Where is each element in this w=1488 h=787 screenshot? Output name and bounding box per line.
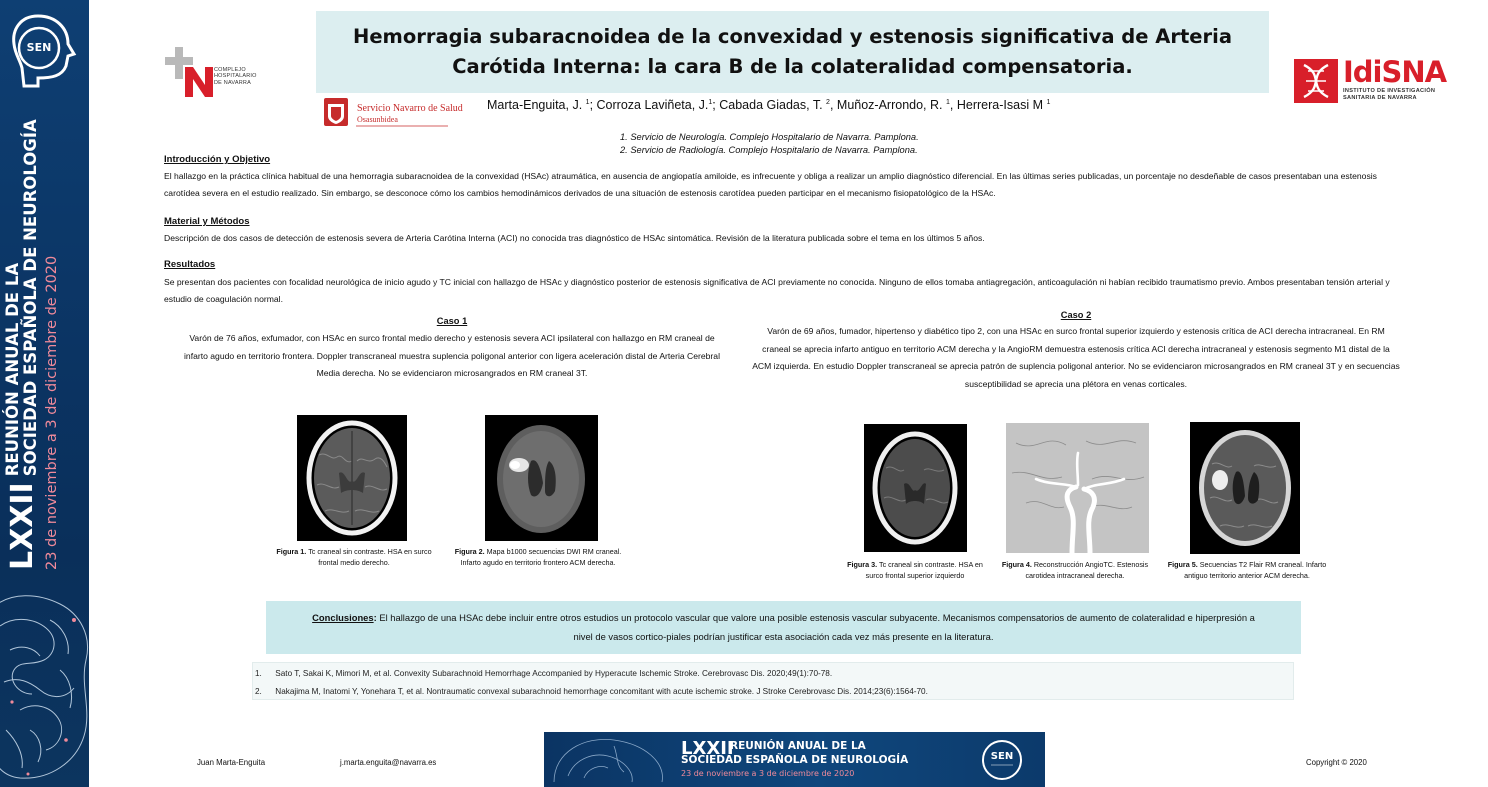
figure-3-caption xyxy=(838,560,992,581)
figure-3-text: Tc craneal sin contraste. HSA en surco frontal superior izquierdo xyxy=(865,560,983,580)
idisna-name: IdiSNA xyxy=(1343,55,1447,89)
footer-banner-title1: REUNIÓN ANUAL DE LA xyxy=(730,740,866,752)
case2-title: Caso 2 xyxy=(1060,310,1092,320)
conclusions-box: Conclusiones: El hallazgo de una HSAc debe incluir entre otros estudios un protocolo vascular que valore una posible estenosis vascular subyacente. Mecanismos compensatorios de aumento de colateralidad e hiperpresión a nivel de vasos cortico-piales podrían justificar esta asociación cada vez más presente en la literatura. xyxy=(266,601,1301,654)
author-name: Marta-Enguita, J. xyxy=(487,98,583,112)
figure-2-label: Figura 2. xyxy=(454,547,485,556)
title-box xyxy=(316,11,1269,93)
sns-logo-line1: Servicio Navarro de Salud xyxy=(357,103,463,114)
flair-scan-icon xyxy=(1190,422,1300,554)
footer-email: j.marta.enguita@navarra.es xyxy=(340,758,437,767)
reference-text: Nakajima M, Inatomi Y, Yonehara T, et al. Nontraumatic convexal subarachnoid hemorrhage concomitant with acute ischemic stroke. J Stroke Cerebrovasc Dis. 2014;23(6):1564-70. xyxy=(275,687,928,696)
results-heading: Resultados xyxy=(164,259,216,270)
intro-text: El hallazgo en la práctica clínica habitual de una hemorragia subaracnoidea de la convexidad (HSAc) atraumática, en ausencia de angiopatía amiloide, es infrecuente y obliga a realizar un amplio diagnóstico diferencial. En las últimas series publicadas, un porcentaje no desdeñable de casos presentaban una estenosis carotídea severa en el estudio realizado. Sin embargo, se desconoce cómo los cambios hemodinámicos derivados de una situación de estenosis carotídea pueden participar en el mecanismo fisiopatológico de la HSAc. xyxy=(164,171,1377,198)
footer-copyright: Copyright © 2020 xyxy=(1306,758,1367,767)
poster-title: Hemorragia subaracnoidea de la convexidad y estenosis significativa de Arteria Carótida Interna: la cara B de la colateralidad compensatoria. xyxy=(353,25,1232,78)
figure-1-text: Tc craneal sin contraste. HSA en surco frontal medio derecho. xyxy=(308,547,432,567)
intro-heading: Introducción y Objetivo xyxy=(164,154,271,165)
left-banner xyxy=(0,0,89,787)
figure-5-caption xyxy=(1162,560,1332,581)
author-affil: 2 xyxy=(826,98,830,106)
case2-text: Varón de 69 años, fumador, hipertenso y diabético tipo 2, con una HSAc en surco frontal superior izquierdo y estenosis crítica de ACI derecha intracraneal. En RM craneal se aprecia infarto antiguo en territorio ACM derecha y la AngioRM demuestra estenosis crítica ACI derecha intracraneal y estenosis segmento M1 distal de la ACM izquierda. En estudio Doppler transcraneal se aprecia patrón de suplencia poligonal anterior. No se evidenciaron microsangrados en RM craneal 3T y en secuencias susceptibilidad se aprecia una plétora en venas corticales. xyxy=(752,326,1400,389)
figure-3-image xyxy=(864,424,967,552)
methods-heading: Material y Métodos xyxy=(164,216,250,227)
figure-1-label: Figura 1. xyxy=(276,547,307,556)
sns-logo-line2: Osasunbidea xyxy=(357,115,398,124)
author-name: Muñoz-Arrondo, R. xyxy=(836,98,943,112)
author-affil: 1 xyxy=(585,98,590,106)
figure-3-label: Figura 3. xyxy=(847,560,878,569)
ct-scan-icon xyxy=(864,424,967,552)
results-text: Se presentan dos pacientes con focalidad neurológica de inicio agudo y TC inicial con hallazgo de HSAc y diagnóstico posterior de estenosis significativa de ACI previamente no conocida. Ninguno de ellos tomaba antiagregación, anticoagulación ni habían recibido traumatismo previo. Ambos presentaban tensión arterial y estudio de coagulación normal. xyxy=(164,277,1390,304)
affiliations xyxy=(620,131,919,157)
figure-4-image xyxy=(1006,423,1149,553)
reference-item xyxy=(255,669,832,678)
idisna-subtitle: INSTITUTO DE INVESTIGACIÓN SANITARIA DE NAVARRA xyxy=(1343,88,1436,101)
figure-2-image xyxy=(485,415,598,541)
figure-4-label: Figura 4. xyxy=(1001,560,1032,569)
reference-item xyxy=(255,687,928,696)
figure-4-caption xyxy=(994,560,1156,581)
figure-1-caption xyxy=(268,547,440,568)
figure-5-image xyxy=(1190,422,1300,554)
affiliation-2: 2. Servicio de Radiología. Complejo Hospitalario de Navarra. Pamplona. xyxy=(620,145,918,155)
dwi-scan-icon xyxy=(485,415,598,541)
author-name: Corroza Laviñeta, J. xyxy=(596,98,709,112)
figure-4-text: Reconstrucción AngioTC. Estenosis carotidea intracraneal derecha. xyxy=(1025,560,1149,580)
banner-edition: LXXII xyxy=(4,482,40,570)
banner-vertical-title xyxy=(3,119,60,570)
sen-logo-icon xyxy=(8,8,80,104)
sen-logo-icon xyxy=(979,737,1025,783)
angio-reconstruction-icon xyxy=(1006,423,1149,553)
references-box xyxy=(252,662,1294,700)
footer-banner xyxy=(544,732,1045,787)
banner-title-line2: SOCIEDAD ESPAÑOLA DE NEUROLOGÍA xyxy=(21,119,40,477)
brain-illustration-icon xyxy=(0,590,89,787)
footer-author-name: Juan Marta-Enguita xyxy=(197,758,266,767)
sen-logo-text: SEN xyxy=(26,41,52,54)
figure-2-caption xyxy=(448,547,628,568)
reference-number: 2. xyxy=(255,687,262,696)
figure-5-text: Secuencias T2 Flair RM craneal. Infarto antiguo territorio anterior ACM derecha. xyxy=(1184,560,1327,580)
author-affil: 1 xyxy=(1046,98,1051,106)
author-affil: 1 xyxy=(946,98,950,106)
conclusions-text: El hallazgo de una HSAc debe incluir entre otros estudios un protocolo vascular que valore una posible estenosis vascular subyacente. Mecanismos compensatorios de aumento de colateralidad e hiperpresión a nivel de vasos cortico-piales podrían justificar esta asociación cada vez más presente en la literatura. xyxy=(379,612,1255,642)
figure-5-label: Figura 5. xyxy=(1167,560,1198,569)
footer-sen-logo-text: SEN xyxy=(990,751,1014,762)
ct-scan-icon xyxy=(297,415,407,541)
methods-text: Descripción de dos casos de detección de estenosis severa de Arteria Carótina Interna (ACI) no conocida tras diagnóstico de HSAc sintomática. Revisión de la literatura publicada sobre el tema en los últimos 5 años. xyxy=(164,233,985,243)
case1-text: Varón de 76 años, exfumador, con HSAc en surco frontal medio derecho y estenosis severa ACI ipsilateral con hallazgo en RM craneal de infarto agudo en territorio frontera. Doppler transcraneal muestra suplencia poligonal anterior con ligera aceleración distal de Arteria Cerebral Media derecha. No se evidenciaron microsangrados en RM craneal 3T. xyxy=(184,333,720,379)
banner-dates: 23 de noviembre a 3 de diciembre de 2020 xyxy=(44,255,60,570)
reference-text: Sato T, Sakai K, Mimori M, et al. Convexity Subarachnoid Hemorrhage Accompanied by Hyperacute Ischemic Stroke. Cerebrovasc Dis. 2020;49(1):70-78. xyxy=(275,669,833,678)
author-name: Cabada Giadas, T. xyxy=(719,98,823,112)
conclusions-label: Conclusiones xyxy=(312,612,374,623)
author-name: Herrera-Isasi M xyxy=(956,98,1043,112)
figure-2-text: Mapa b1000 secuencias DWI RM craneal. Infarto agudo en territorio frontero ACM derecha. xyxy=(460,547,622,567)
footer-banner-edition: LXXII xyxy=(681,738,734,759)
figure-1-image xyxy=(297,415,407,541)
chn-logo-text: COMPLEJO HOSPITALARIO DE NAVARRA xyxy=(214,67,257,86)
author-affil: 1 xyxy=(708,98,713,106)
footer-banner-title2: SOCIEDAD ESPAÑOLA DE NEUROLOGÍA xyxy=(681,754,909,766)
footer-banner-dates: 23 de noviembre a 3 de diciembre de 2020 xyxy=(681,769,855,778)
affiliation-1: 1. Servicio de Neurología. Complejo Hospitalario de Navarra. Pamplona. xyxy=(620,132,919,142)
banner-title-line1: REUNIÓN ANUAL DE LA xyxy=(3,262,22,477)
reference-number: 1. xyxy=(255,669,262,678)
case1-title: Caso 1 xyxy=(436,316,468,326)
authors-line: Marta-Enguita, J. $^1$; Corroza Laviñeta, J.$^1$; Cabada Giadas, T. $^2$, Muñoz-Arrondo, R. $^1$, Herrera-Isasi M $^1$ xyxy=(487,98,1051,112)
brain-illustration-icon xyxy=(544,732,674,787)
